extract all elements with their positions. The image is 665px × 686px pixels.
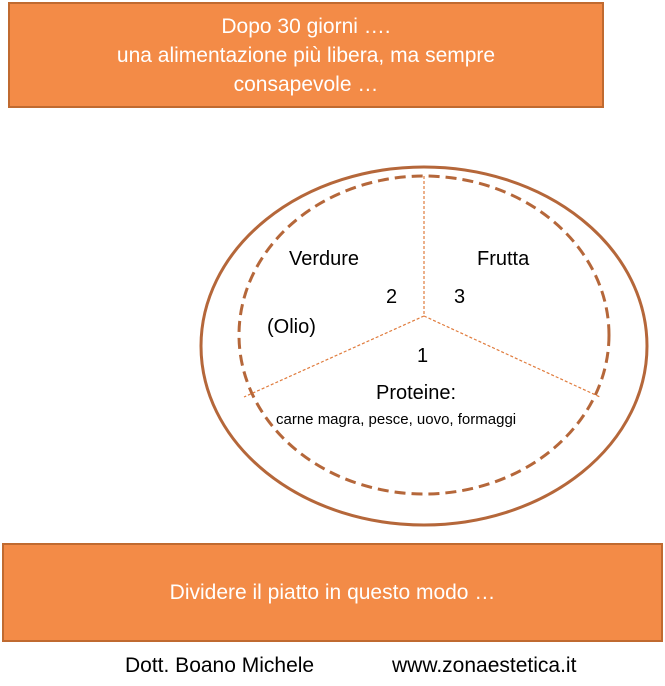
section-proteine-number: 1 bbox=[417, 345, 429, 367]
header-line-2: una alimentazione più libera, ma sempre bbox=[116, 43, 496, 67]
footer-website: www.zonaestetica.it bbox=[392, 654, 577, 677]
header-line-1: Dopo 30 giorni …. bbox=[221, 14, 391, 38]
section-proteine-label: Proteine: bbox=[376, 382, 457, 404]
section-frutta-number: 3 bbox=[454, 286, 466, 308]
footer-author: Dott. Boano Michele bbox=[125, 654, 315, 677]
instruction-banner bbox=[2, 543, 663, 642]
section-verdure-label: Verdure bbox=[289, 248, 360, 270]
section-proteine-detail: carne magra, pesce, uovo, formaggi bbox=[276, 411, 517, 428]
section-verdure-number: 2 bbox=[386, 286, 398, 308]
header-line-3: consapevole … bbox=[233, 72, 379, 96]
instruction-text: Dividere il piatto in questo modo … bbox=[169, 580, 496, 604]
section-verdure-note: (Olio) bbox=[267, 316, 316, 338]
section-frutta-label: Frutta bbox=[477, 248, 530, 270]
